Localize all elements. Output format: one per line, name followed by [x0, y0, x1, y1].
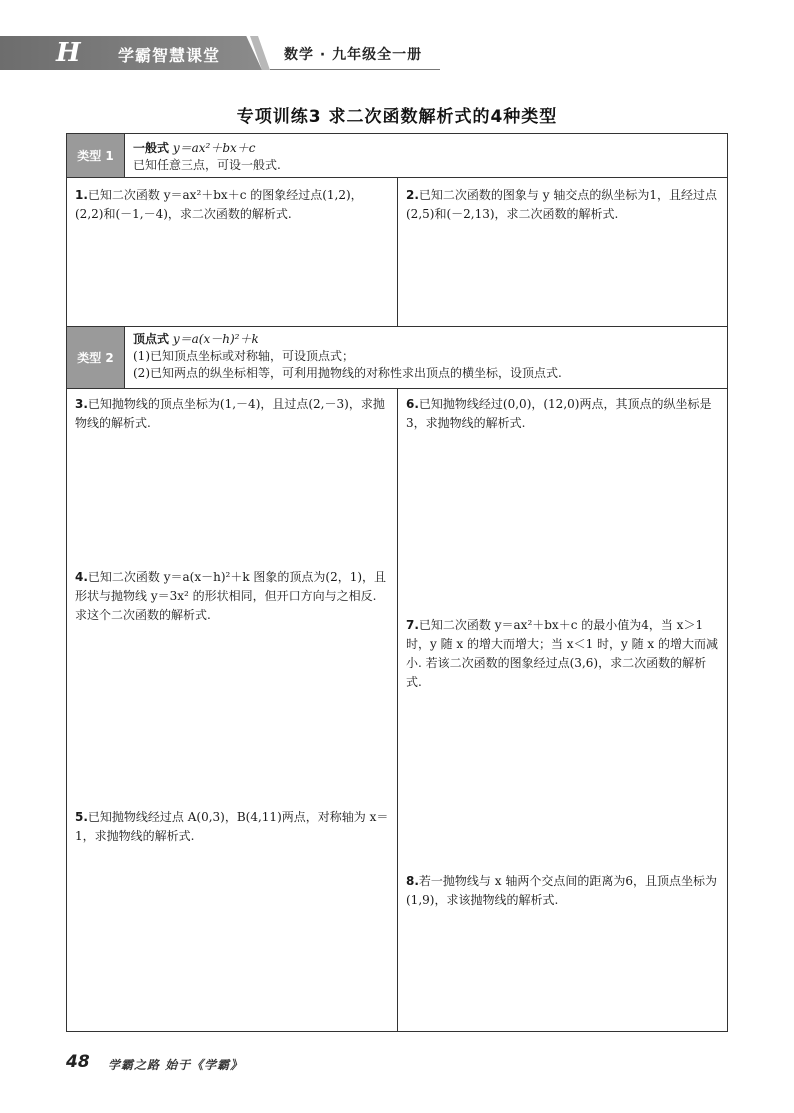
question-8-text: 若一抛物线与 x 轴两个交点间的距离为6，且顶点坐标为(1,9)，求该抛物线的解析式.: [406, 874, 717, 907]
question-4-number: 4.: [75, 570, 88, 584]
question-4-text: 已知二次函数 y＝a(x－h)²＋k 图象的顶点为(2，1)，且形状与抛物线 y＝3x² 的形状相同，但开口方向与之相反. 求这个二次函数的解析式.: [75, 570, 387, 622]
question-7: [398, 616, 727, 692]
questions-1-2-row: [67, 178, 727, 327]
question-2-text: 已知二次函数的图象与 y 轴交点的纵坐标为1，且经过点(2,5)和(－2,13)，求二次函数的解析式.: [406, 188, 717, 221]
question-7-number: 7.: [406, 618, 419, 632]
book-subject: 数学 · 九年级全一册: [284, 47, 423, 63]
question-7-text: 已知二次函数 y＝ax²＋bx＋c 的最小值为4，当 x＞1 时，y 随 x 的增大而增大；当 x＜1 时，y 随 x 的增大而减小. 若该二次函数的图象经过点(3,6)，求二次函数的解析式.: [406, 618, 719, 689]
question-5: [67, 808, 397, 846]
type-2-name: 顶点式: [133, 332, 170, 346]
question-3: [67, 395, 397, 433]
exercise-table: [66, 133, 728, 1032]
question-1: [67, 186, 397, 224]
question-1-text: 已知二次函数 y＝ax²＋bx＋c 的图象经过点(1,2)，(2,2)和(－1,－4)，求二次函数的解析式.: [75, 188, 363, 221]
page-number: 48: [66, 1052, 90, 1072]
question-1-number: 1.: [75, 188, 88, 202]
type-2-line-1: (1)已知顶点坐标或对称轴，可设顶点式；: [133, 349, 354, 363]
column-divider: [397, 178, 398, 326]
brand-name: 学霸智慧课堂: [118, 46, 221, 65]
brand-logo: H: [56, 38, 79, 68]
type-1-description: [133, 140, 721, 174]
question-4: [67, 568, 397, 625]
type-2-description: [133, 331, 721, 382]
type-1-label: 类型 1: [67, 134, 125, 177]
type-1-row: [67, 134, 727, 178]
page-title: 专项训练3 求二次函数解析式的4种类型: [236, 107, 558, 127]
question-2-number: 2.: [406, 188, 419, 202]
question-8-number: 8.: [406, 874, 419, 888]
question-3-number: 3.: [75, 397, 88, 411]
question-8: [398, 872, 727, 910]
type-2-formula: y＝a(x－h)²＋k: [172, 332, 259, 346]
type-2-row: [67, 327, 727, 389]
header-banner: [0, 36, 460, 70]
footer-motto: 学霸之路 始于《学霸》: [108, 1058, 244, 1072]
question-6-text: 已知抛物线经过(0,0)，(12,0)两点，其顶点的纵坐标是3，求抛物线的解析式.: [406, 397, 712, 430]
header-rule: [270, 69, 440, 70]
question-6-number: 6.: [406, 397, 419, 411]
question-5-number: 5.: [75, 810, 88, 824]
column-divider-lower: [397, 389, 398, 1031]
type-2-label: 类型 2: [67, 327, 125, 388]
type-1-formula: y＝ax²＋bx＋c: [172, 141, 256, 155]
question-6: [398, 395, 727, 433]
question-2: [398, 186, 727, 224]
type-2-line-2: (2)已知两点的纵坐标相等，可利用抛物线的对称性求出顶点的横坐标，设顶点式.: [133, 366, 562, 380]
question-3-text: 已知抛物线的顶点坐标为(1,－4)，且过点(2,－3)，求抛物线的解析式.: [75, 397, 385, 430]
type-1-line-1: 已知任意三点，可设一般式.: [133, 158, 281, 172]
question-5-text: 已知抛物线经过点 A(0,3)，B(4,11)两点，对称轴为 x＝1，求抛物线的解析式.: [75, 810, 389, 843]
type-1-name: 一般式: [133, 141, 170, 155]
